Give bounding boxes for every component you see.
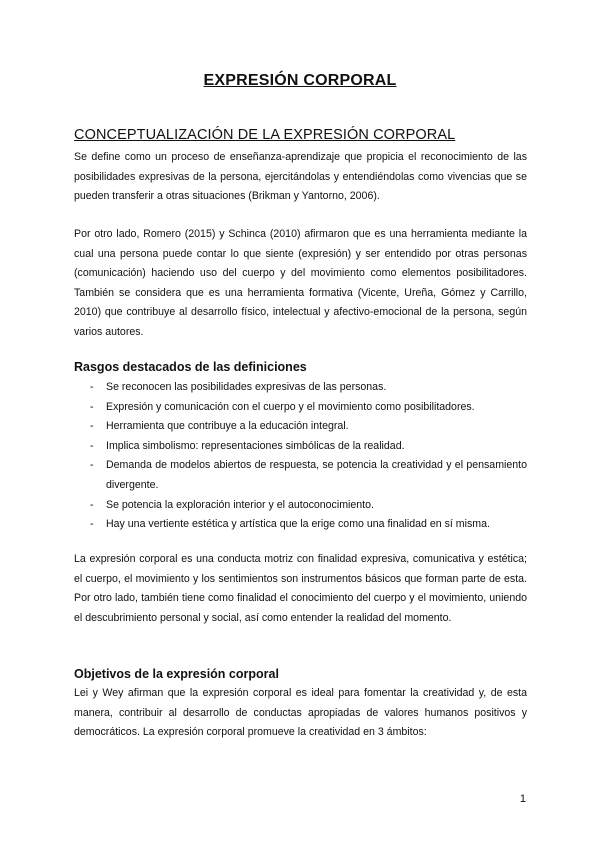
document-title: EXPRESIÓN CORPORAL <box>203 72 397 89</box>
list-item: - Se reconocen las posibilidades expresivas de las personas. <box>74 378 527 398</box>
list-item: - Herramienta que contribuye a la educación integral. <box>74 417 527 437</box>
bullet-dash: - <box>90 420 94 433</box>
list-item: - Hay una vertiente estética y artística que la erige como una finalidad en sí misma. <box>74 515 527 535</box>
paragraph-conducta-motriz: La expresión corporal es una conducta motriz con finalidad expresiva, comunicativa y estética; el cuerpo, el movimiento y los sentimientos son instrumentos básicos que forman parte de esta. Por otro lado, también tiene como finalidad el conocimiento del cuerpo y el movimiento, uniendo el descubrimiento personal y social, así como entender la realidad del momento. <box>74 553 527 624</box>
list-item: - Se potencia la exploración interior y el autoconocimiento. <box>74 496 527 516</box>
list-item: - Demanda de modelos abiertos de respuesta, se potencia la creatividad y el pensamiento divergente. <box>74 456 527 495</box>
section-heading: CONCEPTUALIZACIÓN DE LA EXPRESIÓN CORPORAL <box>74 127 456 143</box>
rasgos-list <box>74 378 527 535</box>
page-number: 1 <box>519 793 526 805</box>
subheading-rasgos: Rasgos destacados de las definiciones <box>74 360 307 374</box>
bullet-dash: - <box>90 439 94 452</box>
bullet-dash: - <box>90 518 94 531</box>
bullet-dash: - <box>90 459 94 472</box>
bullet-dash: - <box>90 498 94 511</box>
subheading-objetivos: Objetivos de la expresión corporal <box>74 667 279 681</box>
list-item: - Implica simbolismo: representaciones simbólicas de la realidad. <box>74 437 527 457</box>
bullet-dash: - <box>90 400 94 413</box>
paragraph-romero-schinca: Por otro lado, Romero (2015) y Schinca (2010) afirmaron que es una herramienta mediante la cual una persona puede contar lo que siente (expresión) y ser entendido por otras personas (comunicación) haciendo uso del cuerpo y del movimiento como elementos posibilitadores. También se considera que es una herramienta formativa (Vicente, Ureña, Gómez y Carrillo, 2010) que contribuye al desarrollo físico, intelectual y afectivo-emocional de la persona, según varios autores. <box>74 228 527 338</box>
paragraph-definition: Se define como un proceso de enseñanza-aprendizaje que propicia el reconocimiento de las posibilidades expresivas de la persona, ejercitándolas y entendiéndolas como vivencias que se pueden transferir a otras situaciones (Brikman y Yantorno, 2006). <box>74 151 527 203</box>
bullet-dash: - <box>90 381 94 393</box>
paragraph-lei-wey: Lei y Wey afirman que la expresión corporal es ideal para fomentar la creatividad y, de esta manera, contribuir al desarrollo de conductas apropiadas de valores humanos positivos y democráticos. La expresión corporal promueve la creatividad en 3 ámbitos: <box>74 687 527 739</box>
list-item: - Expresión y comunicación con el cuerpo y el movimiento como posibilitadores. <box>74 398 527 418</box>
